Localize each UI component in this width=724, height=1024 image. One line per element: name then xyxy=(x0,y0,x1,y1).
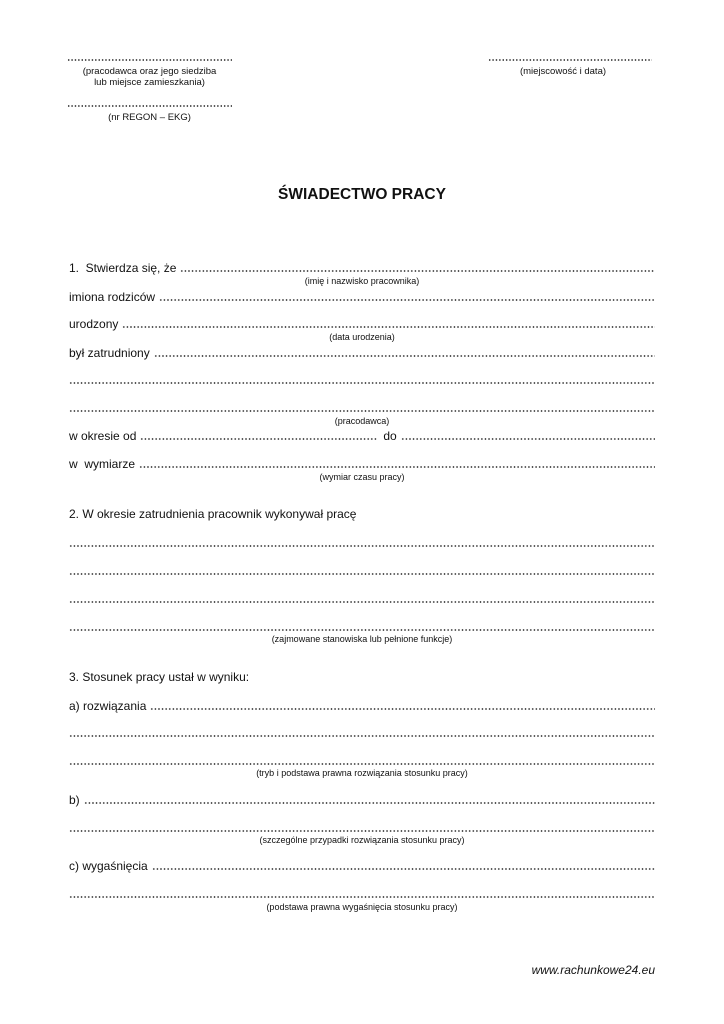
fill-in-line xyxy=(154,355,655,357)
website-footer: www.rachunkowe24.eu xyxy=(531,963,655,977)
born-row xyxy=(69,317,655,331)
termination-caption: (tryb i podstawa prawna rozwiązania stosunku pracy) xyxy=(256,768,468,778)
fill-in-line xyxy=(180,270,655,272)
fill-in-line xyxy=(69,601,655,603)
employee-name-caption: (imię i nazwisko pracownika) xyxy=(304,276,420,286)
expiry-label: c) wygaśnięcia xyxy=(69,859,148,873)
birth-date-caption: (data urodzenia) xyxy=(329,332,395,342)
fill-in-line xyxy=(401,438,655,440)
regon-fill-line xyxy=(67,105,232,107)
employer-caption: (pracodawca) xyxy=(334,416,390,426)
stwierdza-label: 1. Stwierdza się, że xyxy=(69,261,177,275)
born-label: urodzony xyxy=(69,317,119,331)
period-row xyxy=(69,429,655,443)
fill-in-line xyxy=(69,735,655,737)
special-cases-caption: (szczególne przypadki rozwiązania stosunku pracy) xyxy=(259,835,465,845)
place-date-caption: (miejscowość i data) xyxy=(519,66,607,77)
blank-row xyxy=(69,592,655,606)
blank-row xyxy=(69,754,655,768)
special-cases-label: b) xyxy=(69,793,80,807)
period-from-label: w okresie od xyxy=(69,429,137,443)
fill-in-line xyxy=(69,410,655,412)
fill-in-line xyxy=(69,629,655,631)
employer-caption-line2: lub miejsce zamieszkania) xyxy=(94,77,205,88)
fill-in-line xyxy=(69,763,655,765)
fill-in-line xyxy=(140,438,378,440)
fill-in-line xyxy=(69,545,655,547)
fill-in-line xyxy=(69,896,655,898)
expiry-row xyxy=(69,859,655,873)
blank-row xyxy=(69,620,655,634)
blank-row xyxy=(69,821,655,835)
blank-row xyxy=(69,536,655,550)
extent-caption: (wymiar czasu pracy) xyxy=(319,472,405,482)
blank-row xyxy=(69,564,655,578)
fill-in-line xyxy=(69,573,655,575)
extent-row xyxy=(69,457,655,471)
fill-in-line xyxy=(150,708,655,710)
fill-in-line xyxy=(159,299,655,301)
fill-in-line xyxy=(69,382,655,384)
regon-caption: (nr REGON – EKG) xyxy=(108,112,191,123)
blank-row xyxy=(69,373,655,387)
blank-row xyxy=(69,726,655,740)
section2-heading: 2. W okresie zatrudnienia pracownik wykonywał pracę xyxy=(69,507,357,521)
employer-caption-line1: (pracodawca oraz jego siedziba xyxy=(82,66,217,77)
period-to-label: do xyxy=(383,429,397,443)
employer-fill-line xyxy=(67,59,232,61)
section3-heading: 3. Stosunek pracy ustał w wyniku: xyxy=(69,670,250,684)
employed-row xyxy=(69,346,655,360)
blank-row xyxy=(69,887,655,901)
fill-in-line xyxy=(69,830,655,832)
positions-caption: (zajmowane stanowiska lub pełnione funkcje) xyxy=(271,634,453,644)
place-date-fill-line xyxy=(488,59,652,61)
fill-in-line xyxy=(139,466,655,468)
fill-in-line xyxy=(152,868,655,870)
extent-label: w wymiarze xyxy=(69,457,136,471)
parents-names-row xyxy=(69,290,655,304)
document-title: ŚWIADECTWO PRACY xyxy=(278,186,446,203)
expiry-caption: (podstawa prawna wygaśnięcia stosunku pracy) xyxy=(266,902,458,912)
blank-row xyxy=(69,401,655,415)
special-cases-row xyxy=(69,793,655,807)
termination-row xyxy=(69,699,655,713)
termination-label: a) rozwiązania xyxy=(69,699,147,713)
fill-in-line xyxy=(122,326,655,328)
employed-label: był zatrudniony xyxy=(69,346,150,360)
employee-name-row xyxy=(69,261,655,275)
parents-label: imiona rodziców xyxy=(69,290,156,304)
fill-in-line xyxy=(84,802,655,804)
